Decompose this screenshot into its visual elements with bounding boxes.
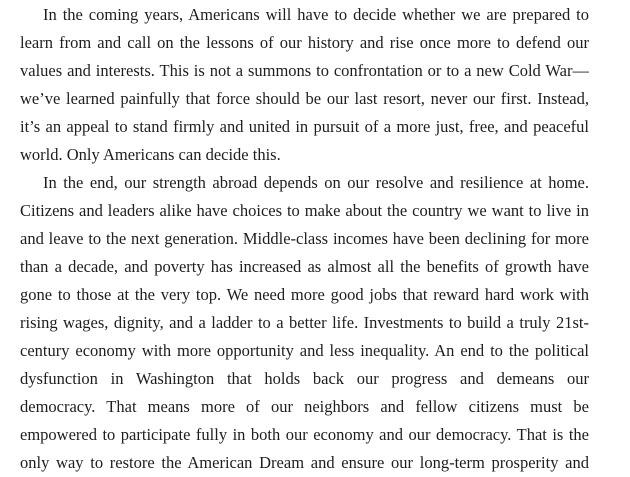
paragraph-2-line-1: In the end, our strength abroad depends on our resolve and resilience at home. — [43, 173, 589, 192]
paragraph-2-line-5: gone to those at the very top. We need more good jobs that reward hard work with — [20, 285, 589, 304]
paragraph-1-line-2: learn from and call on the lessons of our history and rise once more to defend our — [20, 33, 589, 52]
paragraph-2-line-2: Citizens and leaders alike have choices to make about the country we want to live in — [20, 201, 589, 220]
paragraph-1-line-6: world. Only Americans can decide this. — [20, 145, 281, 164]
paragraph-1-line-4: we’ve learned painfully that force should be our last resort, never our first. Instead, — [20, 89, 589, 108]
paragraph-1-line-3: values and interests. This is not a summons to confrontation or to a new Cold War— — [20, 61, 589, 80]
paragraph-2-line-8: dysfunction in Washington that holds back our progress and demeans our — [20, 369, 589, 388]
paragraph-2-line-11: only way to restore the American Dream and ensure our long-term prosperity and — [20, 453, 589, 472]
paragraph-2-line-10: empowered to participate fully in both our economy and our democracy. That is the — [20, 425, 589, 444]
paragraph-2-line-3: and leave to the next generation. Middle-class incomes have been declining for more — [20, 229, 589, 248]
paragraph-1-line-5: it’s an appeal to stand firmly and united in pursuit of a more just, free, and peaceful — [20, 117, 589, 136]
paragraph-2-line-4: than a decade, and poverty has increased as almost all the benefits of growth have — [20, 257, 589, 276]
paragraph-2-line-7: century economy with more opportunity and less inequality. An end to the political — [20, 341, 589, 360]
paragraph-2-line-9: democracy. That means more of our neighbors and fellow citizens must be — [20, 397, 589, 416]
paragraph-1-line-1: In the coming years, Americans will have to decide whether we are prepared to — [43, 5, 589, 24]
paragraph-2-line-6: rising wages, dignity, and a ladder to a better life. Investments to build a truly 21st- — [20, 313, 589, 332]
